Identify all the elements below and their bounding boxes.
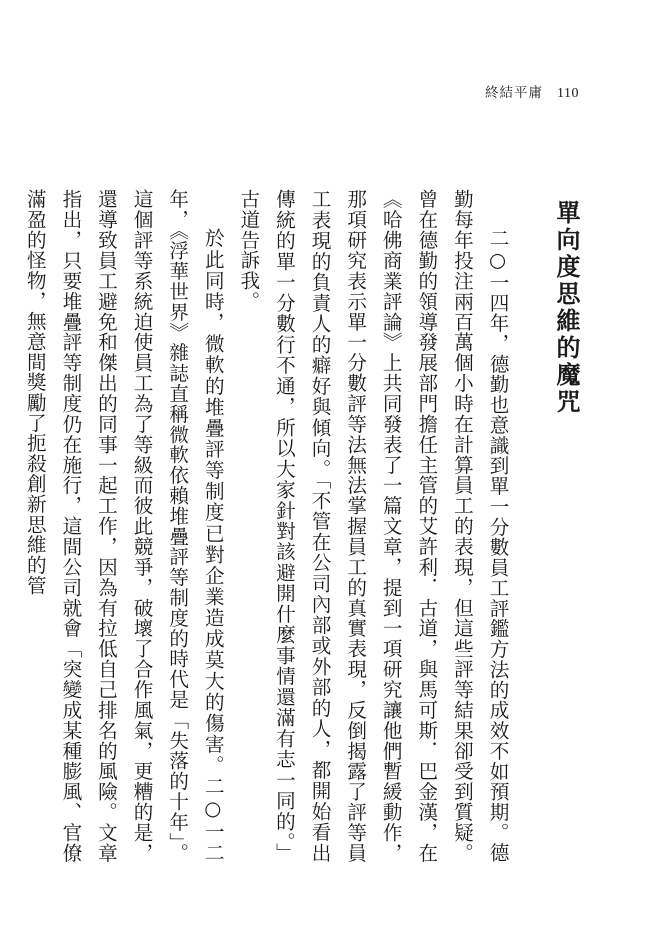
paragraph-1: 二○一四年，德勤也意識到單一分數員工評鑑方法的成效不如預期。德勤每年投注兩百萬個小時在計算員工的表現，但這些評等結果卻受到質疑。曾在德勤的領導發展部門擔任主管的艾許利．古道，與馬可斯．巴金漢，在《哈佛商業評論》上共同發表了一篇文章，提到一項研究讓他們暫緩動作，那項研究表示單一分數評等法無法掌握員工的真實表現，反倒揭露了評等員工表現的負責人的癖好與傾向。「不管在公司內部或外部的人，都開始看出傳統的單一分數行不通，所以大家針對該避開什麼事情還滿有志一同的。」古道告訴我。	[236, 189, 509, 863]
running-header	[485, 81, 579, 102]
paragraph-2: 於此同時，微軟的堆疊評等制度已對企業造成莫大的傷害。二○一二年，《浮華世界》雜誌直稱微軟依賴堆疊評等制度的時代是「失落的十年」。這個評等系統迫使員工為了等級而彼此競爭，破壞了合作風氣，更糟的是，還導致員工避免和傑出的同事一起工作，因為有拉低自己排名的風險。文章指出，只要堆疊評等制度仍在施行，這間公司就會「突變成某種膨風、官僚滿盈的怪物，無意間獎勵了扼殺創新思維的管	[23, 189, 225, 863]
body-text	[17, 189, 515, 863]
chapter-title: 終結平庸	[485, 85, 544, 101]
section-title: 單向度思維的魔咒	[552, 200, 581, 416]
page-number: 110	[557, 86, 579, 101]
